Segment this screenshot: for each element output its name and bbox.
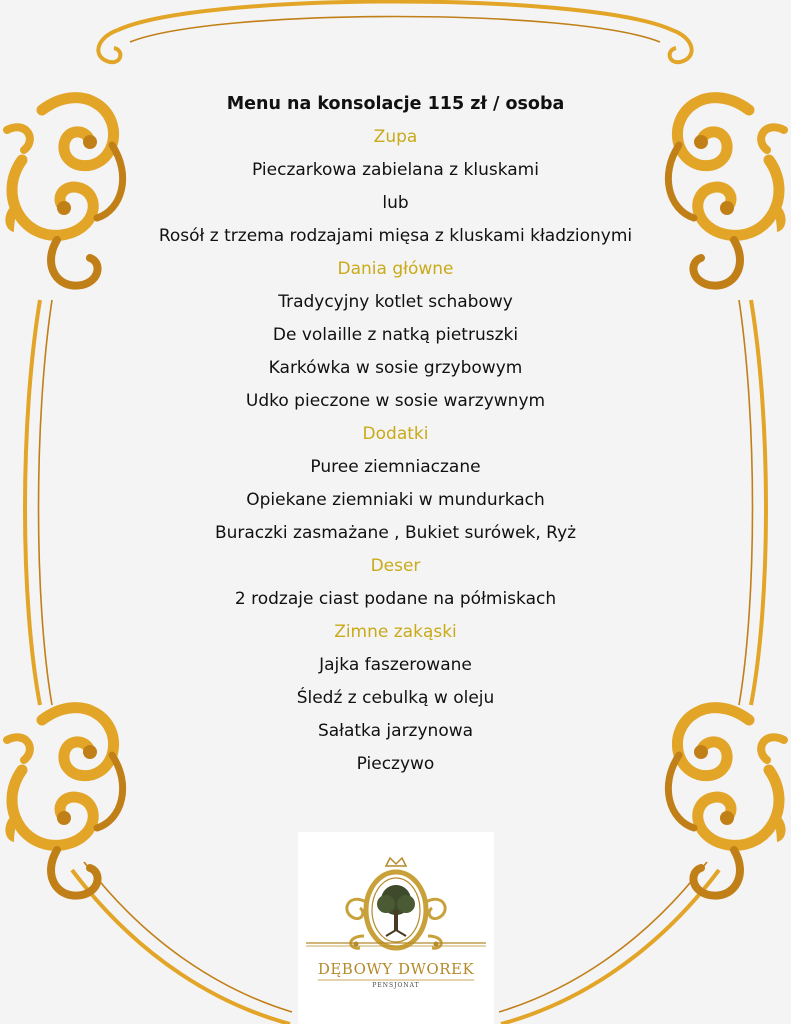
menu-item: Śledź z cebulką w oleju [296, 688, 495, 708]
menu-section-dodatki [0, 418, 791, 550]
section-heading: Dodatki [362, 424, 429, 444]
menu-item: Udko pieczone w sosie warzywnym [245, 391, 546, 411]
logo-subtitle: PENSJONAT [372, 982, 420, 989]
menu-item: Jajka faszerowane [319, 655, 472, 675]
menu-item: Karkówka w sosie grzybowym [268, 358, 523, 378]
menu-item: Tradycyjny kotlet schabowy [278, 292, 513, 312]
logo [298, 832, 494, 1024]
section-heading: Dania główne [337, 259, 454, 279]
menu-item: Opiekane ziemniaki w mundurkach [246, 490, 545, 510]
menu-item: De volaille z natką pietruszki [272, 325, 519, 345]
section-heading: Deser [370, 556, 421, 576]
section-heading: Zimne zakąski [334, 622, 457, 642]
menu-item: Pieczywo [356, 754, 435, 774]
menu-item: 2 rodzaje ciast podane na półmiskach [234, 589, 557, 609]
menu-item: lub [382, 193, 409, 213]
logo-name: DĘBOWY DWOREK [317, 960, 475, 978]
menu-item: Sałatka jarzynowa [317, 721, 474, 741]
menu-section-zimne-zakaski [0, 616, 791, 781]
menu-item: Buraczki zasmażane , Bukiet surówek, Ryż [214, 523, 577, 543]
menu-section-dania-glowne [0, 253, 791, 418]
oak-tree-crest-icon [298, 832, 494, 1024]
menu-item: Puree ziemniaczane [310, 457, 481, 477]
menu-item: Rosół z trzema rodzajami mięsa z kluskami kładzionymi [158, 226, 633, 246]
menu-section-deser [0, 550, 791, 616]
menu-section-zupa [0, 121, 791, 253]
menu-title: Menu na konsolacje 115 zł / osoba [226, 94, 565, 114]
menu-item: Pieczarkowa zabielana z kluskami [252, 160, 539, 180]
menu-content [0, 88, 791, 781]
section-heading: Zupa [373, 127, 418, 147]
